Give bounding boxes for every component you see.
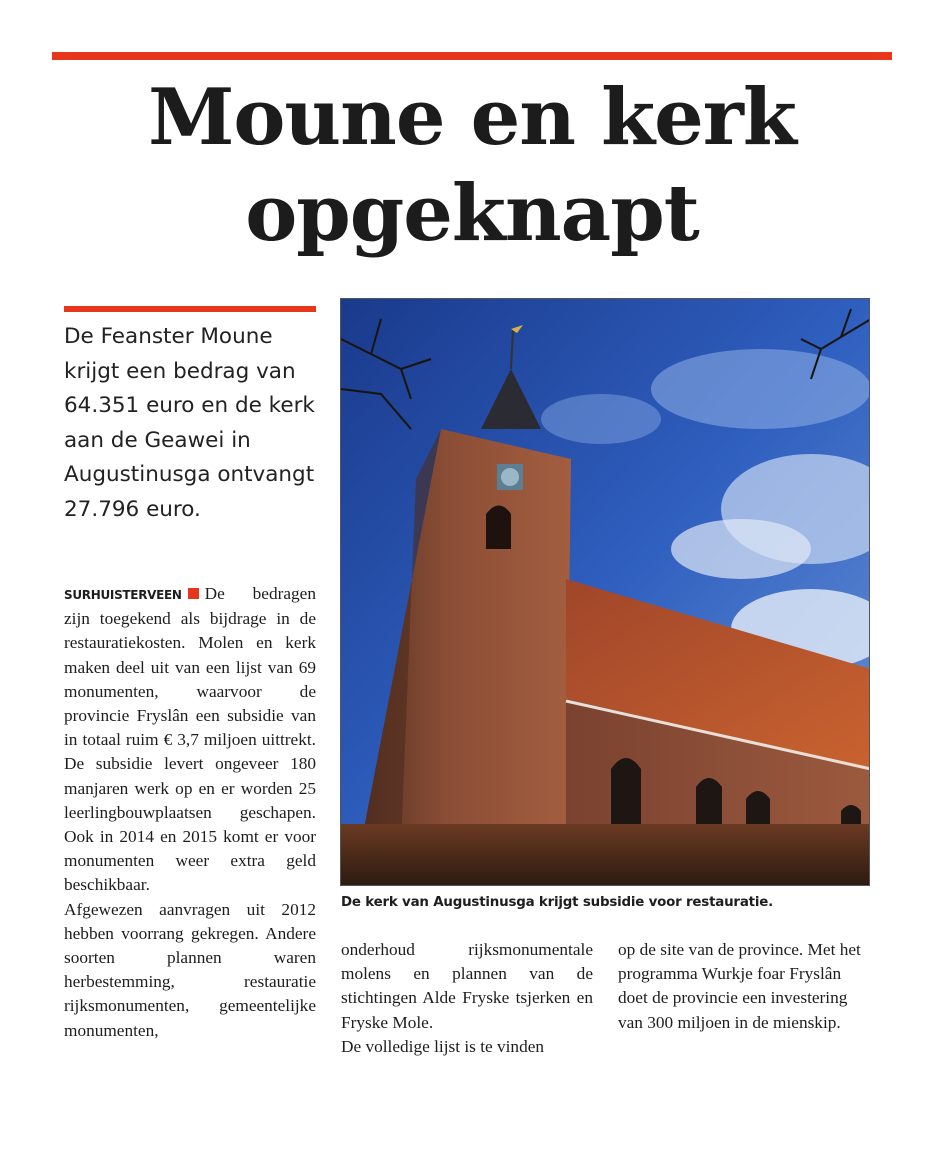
dateline-marker-icon [188,588,199,599]
photo-caption: De kerk van Augustinusga krijgt subsidie voor restauratie. [341,895,774,910]
lead-paragraph: De Feanster Moune krijgt een bedrag van 64.351 euro en de kerk aan de Geawei in Augustinusga ontvangt 27.796 euro. [64,324,315,522]
body-column-3 [618,938,870,1035]
headline [52,70,892,262]
body-paragraph-3: onderhoud rijksmonumentale molens en plannen van de stichtingen Alde Fryske tsjerken en Fryske Mole. [341,940,593,1032]
lead-accent-rule [64,306,316,312]
dateline: SURHUISTERVEEN [64,588,182,602]
top-accent-rule [52,52,892,60]
body-column-1 [64,582,316,1043]
body-paragraph-4: De volledige lijst is te vinden [341,1036,545,1056]
body-paragraph-2: Afgewezen aanvragen uit 2012 hebben voorrang gekregen. Andere soorten plannen waren herbestemming, restauratie rijksmonumenten, gemeentelijke monumenten, [64,899,316,1040]
body-column-2 [341,938,593,1059]
church-photo [340,298,870,886]
body-paragraph-1 [64,582,316,898]
headline-line-1: Moune en kerk [148,72,796,163]
body-paragraph-5: op de site van de province. Met het programma Wurkje foar Fryslân doet de provincie een investering van 300 miljoen in de mienskip. [618,940,861,1032]
headline-line-2: opgeknapt [245,168,699,259]
body-paragraph-1-text: De bedragen zijn toegekend als bijdrage in de restauratiekosten. Molen en kerk maken deel uit van een lijst van 69 monumenten, waarvoor de provincie Fryslân een subsidie van in totaal ruim € 3,7 miljoen uittrekt. De subsidie levert ongeveer 180 manjaren werk op en er worden 25 leerlingbouwplaatsen geschapen. Ook in 2014 en 2015 komt er voor monumenten weer extra geld beschikbaar. [64,584,316,895]
